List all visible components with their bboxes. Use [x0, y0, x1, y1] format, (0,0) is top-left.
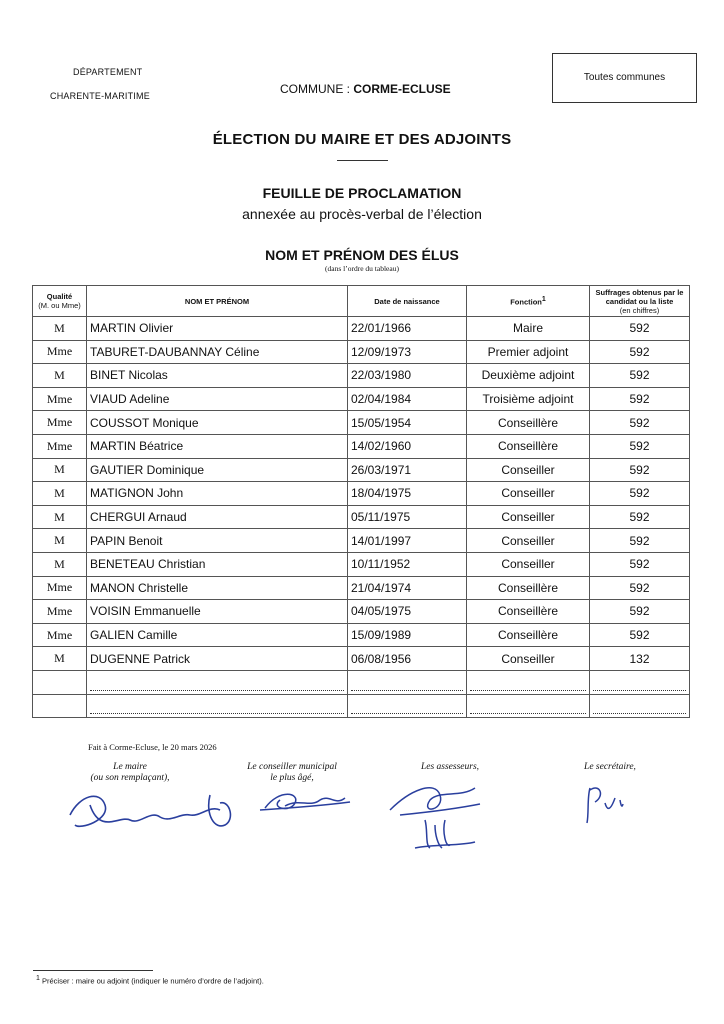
votes-cell: 592 [590, 505, 690, 529]
nom-cell: GAUTIER Dominique [87, 458, 348, 482]
sheet-subtitle: annexée au procès-verbal de l’élection [242, 206, 482, 222]
empty-cell [590, 694, 690, 718]
qualite-cell: M [33, 458, 87, 482]
empty-cell [33, 670, 87, 694]
commune-label: COMMUNE : [280, 82, 350, 96]
fonction-cell: Conseillère [467, 600, 590, 624]
votes-cell: 592 [590, 623, 690, 647]
table-row [33, 505, 690, 529]
header-nom: NOM ET PRÉNOM [87, 286, 348, 317]
nom-cell: COUSSOT Monique [87, 411, 348, 435]
fonction-cell: Premier adjoint [467, 340, 590, 364]
table-row [33, 482, 690, 506]
table-row [33, 387, 690, 411]
table-row [33, 529, 690, 553]
votes-cell: 592 [590, 552, 690, 576]
sig-assesseurs-caption: Les assesseurs, [420, 762, 480, 772]
date-cell: 26/03/1971 [348, 458, 467, 482]
votes-cell: 592 [590, 340, 690, 364]
sig-secretaire-caption: Le secrétaire, [584, 762, 636, 772]
elus-table [32, 285, 690, 718]
dotted-line [593, 703, 686, 714]
fonction-cell: Conseillère [467, 411, 590, 435]
date-cell: 15/05/1954 [348, 411, 467, 435]
votes-cell: 592 [590, 364, 690, 388]
date-cell: 21/04/1974 [348, 576, 467, 600]
votes-cell: 592 [590, 482, 690, 506]
signature-conseiller [250, 778, 360, 823]
fonction-cell: Conseiller [467, 552, 590, 576]
footnote: 1 Préciser : maire ou adjoint (indiquer le numéro d’ordre de l’adjoint). [36, 975, 264, 986]
table-row [33, 364, 690, 388]
empty-cell [348, 694, 467, 718]
qualite-cell: M [33, 552, 87, 576]
title-divider [337, 160, 388, 161]
votes-cell: 132 [590, 647, 690, 671]
list-subtitle: (dans l’ordre du tableau) [325, 264, 399, 273]
fonction-cell: Conseiller [467, 482, 590, 506]
votes-cell: 592 [590, 529, 690, 553]
date-cell: 06/08/1956 [348, 647, 467, 671]
sig-conseiller-caption: Le conseiller municipal le plus âgé, [247, 762, 337, 783]
commune-type-box [552, 53, 697, 103]
table-header-row [33, 286, 690, 317]
dotted-line [351, 680, 463, 691]
signature-secretaire [575, 778, 635, 833]
table-row [33, 434, 690, 458]
empty-cell [87, 670, 348, 694]
commune-line [280, 82, 451, 96]
qualite-cell: Mme [33, 600, 87, 624]
fonction-cell: Conseiller [467, 529, 590, 553]
empty-cell [348, 670, 467, 694]
signature-assesseurs [380, 770, 490, 860]
table-row [33, 458, 690, 482]
table-row [33, 623, 690, 647]
fonction-cell: Conseiller [467, 505, 590, 529]
qualite-cell: M [33, 647, 87, 671]
fait-a: Fait à Corme-Ecluse, le 20 mars 2026 [88, 742, 217, 752]
date-cell: 10/11/1952 [348, 552, 467, 576]
qualite-cell: M [33, 482, 87, 506]
list-title: NOM ET PRÉNOM DES ÉLUS [265, 247, 459, 263]
empty-row [33, 694, 690, 718]
votes-cell: 592 [590, 434, 690, 458]
fonction-cell: Conseillère [467, 434, 590, 458]
departement-label: DÉPARTEMENT [73, 67, 143, 77]
commune-type-text: Toutes communes [583, 72, 666, 83]
date-cell: 14/02/1960 [348, 434, 467, 458]
nom-cell: PAPIN Benoit [87, 529, 348, 553]
dotted-line [90, 703, 344, 714]
nom-cell: MARTIN Olivier [87, 317, 348, 341]
table-row [33, 340, 690, 364]
fonction-cell: Conseiller [467, 647, 590, 671]
votes-cell: 592 [590, 458, 690, 482]
qualite-cell: M [33, 317, 87, 341]
votes-cell: 592 [590, 387, 690, 411]
table-row [33, 411, 690, 435]
qualite-cell: Mme [33, 623, 87, 647]
nom-cell: BINET Nicolas [87, 364, 348, 388]
table-row [33, 576, 690, 600]
votes-cell: 592 [590, 600, 690, 624]
signature-maire [60, 775, 245, 845]
nom-cell: MATIGNON John [87, 482, 348, 506]
nom-cell: DUGENNE Patrick [87, 647, 348, 671]
departement-value: CHARENTE-MARITIME [50, 91, 150, 101]
votes-cell: 592 [590, 317, 690, 341]
nom-cell: MARTIN Béatrice [87, 434, 348, 458]
nom-cell: BENETEAU Christian [87, 552, 348, 576]
header-fonction: Fonction1 [467, 286, 590, 317]
commune-value: CORME-ECLUSE [353, 82, 451, 96]
header-date: Date de naissance [348, 286, 467, 317]
table-row [33, 647, 690, 671]
fonction-cell: Conseiller [467, 458, 590, 482]
nom-cell: GALIEN Camille [87, 623, 348, 647]
fonction-cell: Conseillère [467, 576, 590, 600]
empty-cell [33, 694, 87, 718]
fonction-cell: Troisième adjoint [467, 387, 590, 411]
nom-cell: VOISIN Emmanuelle [87, 600, 348, 624]
date-cell: 04/05/1975 [348, 600, 467, 624]
date-cell: 12/09/1973 [348, 340, 467, 364]
qualite-cell: Mme [33, 411, 87, 435]
qualite-cell: Mme [33, 340, 87, 364]
qualite-cell: M [33, 364, 87, 388]
qualite-cell: Mme [33, 434, 87, 458]
table-row [33, 317, 690, 341]
table-row [33, 600, 690, 624]
header-qualite: Qualité (M. ou Mme) [33, 286, 87, 317]
footnote-divider [33, 970, 153, 971]
page-title: ÉLECTION DU MAIRE ET DES ADJOINTS [212, 131, 512, 148]
sig-maire-caption: Le maire (ou son remplaçant), [90, 762, 170, 783]
nom-cell: CHERGUI Arnaud [87, 505, 348, 529]
dotted-line [351, 703, 463, 714]
empty-cell [590, 670, 690, 694]
date-cell: 22/01/1966 [348, 317, 467, 341]
date-cell: 14/01/1997 [348, 529, 467, 553]
table-row [33, 552, 690, 576]
fonction-cell: Conseillère [467, 623, 590, 647]
dotted-line [593, 680, 686, 691]
date-cell: 15/09/1989 [348, 623, 467, 647]
empty-cell [467, 694, 590, 718]
dotted-line [90, 680, 344, 691]
date-cell: 22/03/1980 [348, 364, 467, 388]
qualite-cell: M [33, 505, 87, 529]
qualite-cell: Mme [33, 387, 87, 411]
date-cell: 05/11/1975 [348, 505, 467, 529]
qualite-cell: M [33, 529, 87, 553]
header-suffrages: Suffrages obtenus par le candidat ou la liste (en chiffres) [590, 286, 690, 317]
nom-cell: MANON Christelle [87, 576, 348, 600]
nom-cell: VIAUD Adeline [87, 387, 348, 411]
qualite-cell: Mme [33, 576, 87, 600]
nom-cell: TABURET-DAUBANNAY Céline [87, 340, 348, 364]
dotted-line [470, 680, 586, 691]
votes-cell: 592 [590, 411, 690, 435]
fonction-cell: Deuxième adjoint [467, 364, 590, 388]
votes-cell: 592 [590, 576, 690, 600]
empty-row [33, 670, 690, 694]
dotted-line [470, 703, 586, 714]
empty-cell [467, 670, 590, 694]
empty-cell [87, 694, 348, 718]
sheet-title: FEUILLE DE PROCLAMATION [262, 185, 462, 201]
fonction-cell: Maire [467, 317, 590, 341]
date-cell: 18/04/1975 [348, 482, 467, 506]
date-cell: 02/04/1984 [348, 387, 467, 411]
